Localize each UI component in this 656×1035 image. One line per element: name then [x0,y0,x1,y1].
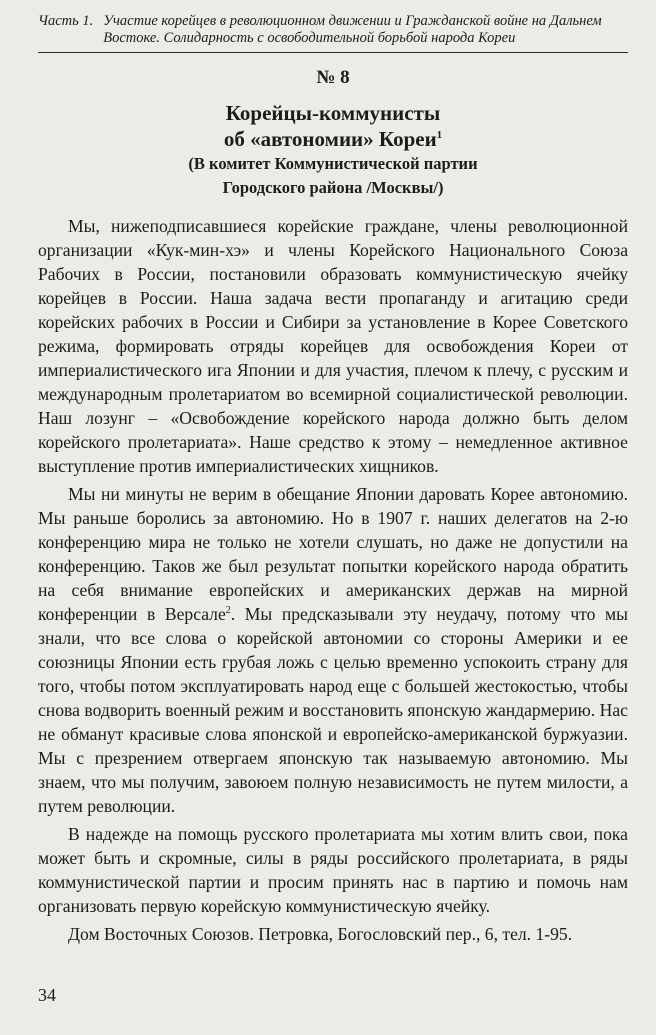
document-subtitle [38,152,628,200]
paragraph-2 [38,482,628,818]
subtitle-line-2: Городского района /Москвы/) [222,178,444,197]
title-line-2-text: об «автономии» Кореи [223,127,437,151]
document-number: № 8 [316,67,350,88]
paragraph-1: Мы, нижеподписавшиеся корейские граждане, члены революционной организации «Кук-мин-хэ» и члены Корейского Национального Союза Рабочих в России, постановили образовать коммунистическую ячейку корейцев в России. Наша задача вести пропаганду и агитацию среди корейских рабочих в России и Сибири за установление в Корее Советского режима, формировать отряды корейцев для освобождения Кореи от империалистического ига Японии и для участия, плечом к плечу, с русским и международным пролетариатом во всемирной социалистической революции. Наш лозунг – «Освобождение корейского народа должно быть делом корейского пролетариата». Наше средство к этому – немедленное активное выступление против империалистических хищников. [38,216,628,476]
title-line-2 [38,126,628,152]
page-number: 34 [38,985,56,1005]
running-header [38,13,628,53]
subtitle-line-1: (В комитет Коммунистической партии [188,154,478,173]
paragraph-2-footnote-ref: 2 [225,605,231,617]
document-body [38,66,628,946]
paragraph-3: В надежде на помощь русского пролетариата мы хотим влить свои, пока может быть и скромные, силы в ряды российского пролетариата, в ряды коммунистической партии и просим принять нас в партию и помочь нам организовать первую корейскую коммунистическую ячейку. [38,824,628,916]
header-title: Участие корейцев в революционном движении и Гражданской войне на Дальнем Востоке. Солидарность с освободительной борьбой народа Кореи [103,13,602,46]
title-line-1: Корейцы-коммунисты [225,101,441,125]
title-footnote-ref: 1 [436,129,443,141]
address-line: Дом Восточных Союзов. Петровка, Богословский пер., 6, тел. 1-95. [68,924,573,944]
document-title [38,100,628,152]
header-part: Часть 1. [38,13,94,29]
paragraph-2-text-a: Мы ни минуты не верим в обещание Японии даровать Корее автономию. Мы раньше боролись за автономию. Но в 1907 г. наших делегатов на 2-ю конференцию мира не только не хотели слушать, но даже не допустили на конференцию. Таков же был результат попытки корейского народа обратить на себя внимание европейских и американских держав на мирной конференции в Версале [38,484,628,624]
paragraph-2-text-b: . Мы предсказывали эту неудачу, потому что мы знали, что все слова о корейской автономии со стороны Америки и ее союзницы Японии есть грубая ложь с целью временно успокоить страну для того, чтобы потом эксплуатировать народ еще с большей жестокостью, чтобы снова водворить военный режим и восстановить японскую жандармерию. Нас не обманут красивые слова японской и европейско-американской буржуазии. Мы с презрением отвергаем японскую так называемую автономию. Мы знаем, что мы получим, завоюем полную независимость не путем милости, а путем революции. [38,604,628,816]
